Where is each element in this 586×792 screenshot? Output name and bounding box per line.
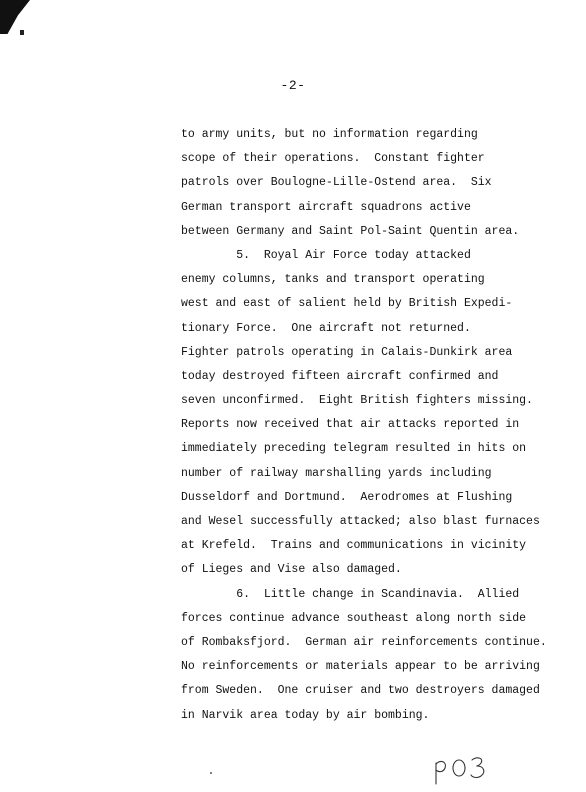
text-line: at Krefeld. Trains and communications in vicinity [181,539,527,553]
text-line: of Lieges and Vise also damaged. [181,563,402,577]
text-line: west and east of salient held by British Expedi- [181,297,513,311]
text-line: Dusseldorf and Dortmund. Aerodromes at Flushing [181,490,513,504]
scan-edge-mark [20,30,24,35]
text-line: in Narvik area today by air bombing. [181,708,430,722]
text-line: forces continue advance southeast along north side [181,611,527,625]
text-line: from Sweden. One cruiser and two destroyers damaged [181,684,540,698]
text-line: seven unconfirmed. Eight British fighters missing. [181,394,533,408]
text-line: German transport aircraft squadrons active [181,200,471,214]
text-line: of Rombaksfjord. German air reinforcements continue. [181,635,547,649]
text-line: patrols over Boulogne-Lille-Ostend area. Six [181,176,492,190]
text-line: Fighter patrols operating in Calais-Dunkirk area [181,345,513,359]
paragraph-5-start: 5. Royal Air Force today attacked [181,248,471,262]
text-line: and Wesel successfully attacked; also blast furnaces [181,515,540,528]
text-line: tionary Force. One aircraft not returned. [181,321,471,335]
text-line: number of railway marshalling yards including [181,466,492,480]
text-line: between Germany and Saint Pol-Saint Quentin area. [181,224,520,238]
text-line: today destroyed fifteen aircraft confirmed and [181,369,499,383]
paragraph-6-start: 6. Little change in Scandinavia. Allied [181,587,520,601]
text-line: No reinforcements or materials appear to be arriving [181,660,540,674]
text-line: enemy columns, tanks and transport operating [181,273,485,287]
text-line: to army units, but no information regarding [181,128,478,141]
text-line: scope of their operations. Constant fighter [181,152,485,166]
text-line: Reports now received that air attacks reported in [181,418,520,432]
handwritten-page-note [432,755,502,785]
page-number: -2- [280,78,306,93]
telegram-body [181,123,581,728]
scan-speck [210,772,212,774]
scan-corner-mark [0,0,30,34]
text-line: immediately preceding telegram resulted in hits on [181,442,527,456]
